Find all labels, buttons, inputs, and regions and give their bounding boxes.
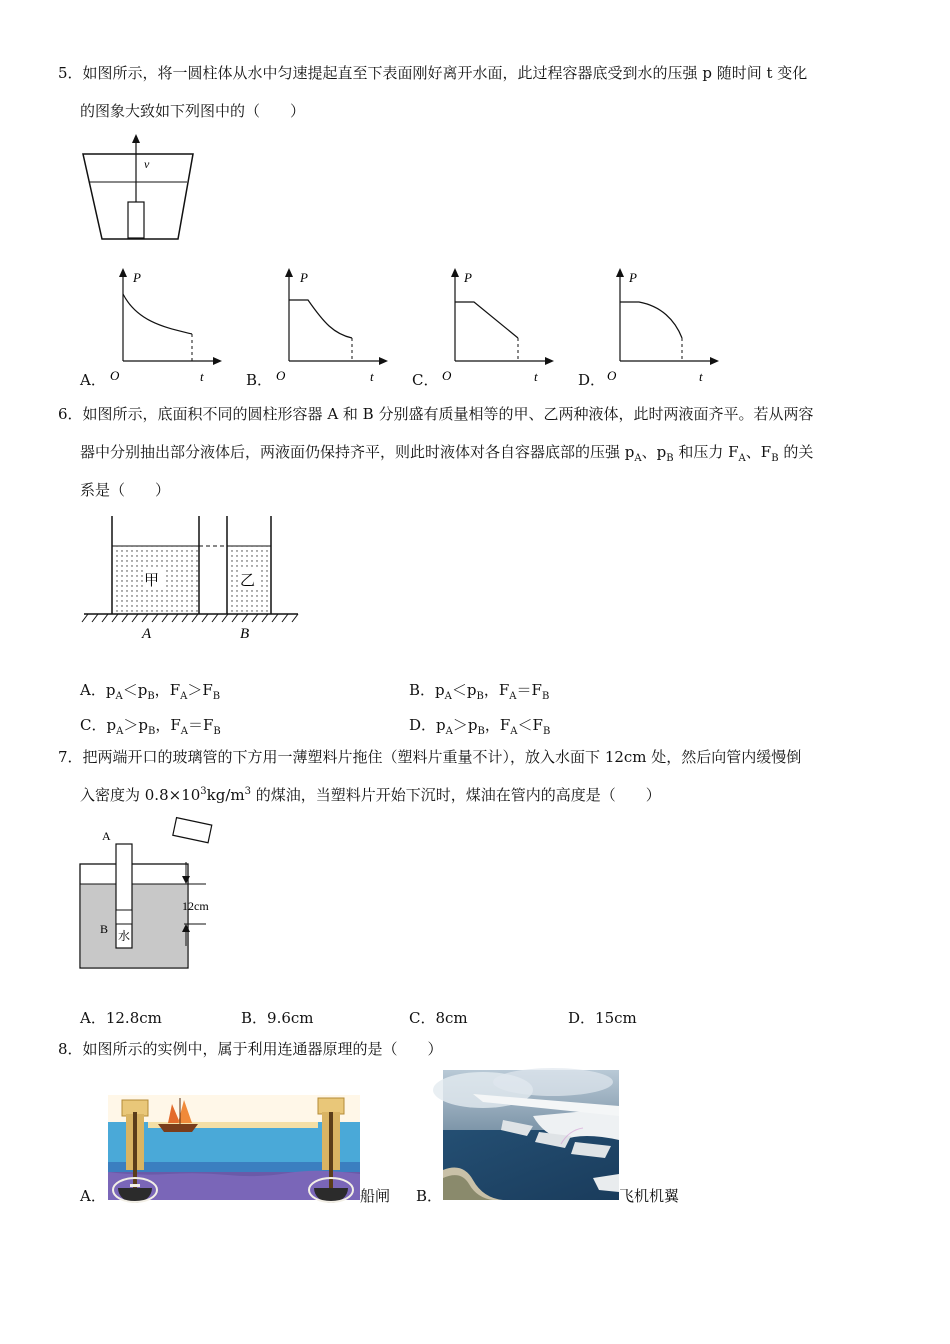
svg-text:O: O	[110, 368, 120, 383]
svg-text:t: t	[534, 369, 538, 384]
q8-option-a-caption: 船闸	[360, 1187, 391, 1205]
svg-text:P: P	[629, 270, 637, 285]
q6-containers-figure	[80, 514, 310, 644]
q5-option-d-label[interactable]: D．	[578, 371, 606, 389]
q8-number: 8．	[58, 1040, 83, 1058]
q6-liquid-a-label: 甲	[144, 573, 160, 589]
q5-container-figure	[80, 132, 200, 244]
q7-water-label: 水	[118, 929, 131, 943]
q6-line1: 6．如图所示，底面积不同的圆柱形容器 A 和 B 分别盛有质量相等的甲、乙两种液体，此时两液面齐平。若从两容	[58, 405, 814, 423]
q7-option-b[interactable]: B．9.6cm	[241, 1009, 314, 1027]
q6-line3: 系是（ ）	[80, 481, 171, 499]
q8-option-a-label[interactable]: A．	[80, 1187, 106, 1205]
airplane-wing-image	[443, 1070, 619, 1200]
q5-graph-c	[440, 268, 560, 386]
q7-label-b: B	[100, 922, 109, 936]
q6-option-a[interactable]: A．$p_A<p_B$，$F_A>F_B$	[80, 681, 221, 702]
q6-option-c[interactable]: C．$p_A>p_B$，$F_A=F_B$	[80, 716, 221, 737]
q5-graph-b	[274, 268, 394, 386]
q5-option-c-label[interactable]: C．	[412, 371, 439, 389]
q7-number: 7．	[58, 748, 83, 766]
q7-option-d[interactable]: D．15cm	[568, 1009, 637, 1027]
q5-velocity-label: v	[144, 157, 150, 171]
svg-text:t: t	[370, 369, 374, 384]
q8-option-b-caption: 飞机机翼	[619, 1187, 680, 1205]
q6-liquid-b-label: 乙	[240, 573, 256, 589]
svg-text:P: P	[133, 270, 141, 285]
q6-option-b[interactable]: B．$p_A<p_B$，$F_A=F_B$	[409, 681, 550, 702]
q6-option-d[interactable]: D．$p_A>p_B$，$F_A<F_B$	[409, 716, 551, 737]
q6-line2: 器中分别抽出部分液体后，两液面仍保持齐平，则此时液体对各自容器底部的压强 $p_A$、$p_B$ 和压力 $F_A$、$F_B$ 的关	[80, 443, 814, 464]
svg-text:P: P	[300, 270, 308, 285]
q6-container-b-label: B	[240, 626, 250, 642]
q5-graph-a	[108, 268, 228, 386]
q7-option-c[interactable]: C．8cm	[409, 1009, 468, 1027]
q6-container-a-label: A	[142, 626, 152, 642]
svg-text:t: t	[699, 369, 703, 384]
q7-line1: 7．把两端开口的玻璃管的下方用一薄塑料片拖住（塑料片重量不计），放入水面下 12cm 处，然后向管内缓慢倒	[58, 748, 802, 766]
q7-tube-figure	[78, 814, 228, 972]
svg-text:t: t	[200, 369, 204, 384]
q7-depth-label: 12cm	[182, 899, 209, 913]
q7-label-a: A	[102, 829, 111, 843]
ship-lock-image	[108, 1092, 360, 1200]
svg-text:P: P	[464, 270, 472, 285]
q7-option-a[interactable]: A．12.8cm	[80, 1009, 162, 1027]
q5-option-b-label[interactable]: B．	[246, 371, 273, 389]
q5-graph-d	[605, 268, 725, 386]
q8-option-b-label[interactable]: B．	[416, 1187, 443, 1205]
svg-text:O: O	[607, 368, 617, 383]
q8-line1: 8．如图所示的实例中，属于利用连通器原理的是（ ）	[58, 1040, 443, 1058]
q5-line2: 的图象大致如下列图中的（ ）	[80, 102, 306, 120]
svg-text:O: O	[276, 368, 286, 383]
q7-line2: 入密度为 $0.8\times 10^3kg/m^3$ 的煤油，当塑料片开始下沉时，煤油在管内的高度是（ ）	[80, 786, 661, 804]
q6-number: 6．	[58, 405, 83, 423]
q5-option-a-label[interactable]: A．	[80, 371, 106, 389]
q5-line1: 5．如图所示，将一圆柱体从水中匀速提起直至下表面刚好离开水面，此过程容器底受到水的压强 p 随时间 t 变化	[58, 64, 808, 82]
q5-number: 5．	[58, 64, 83, 82]
svg-text:O: O	[442, 368, 452, 383]
